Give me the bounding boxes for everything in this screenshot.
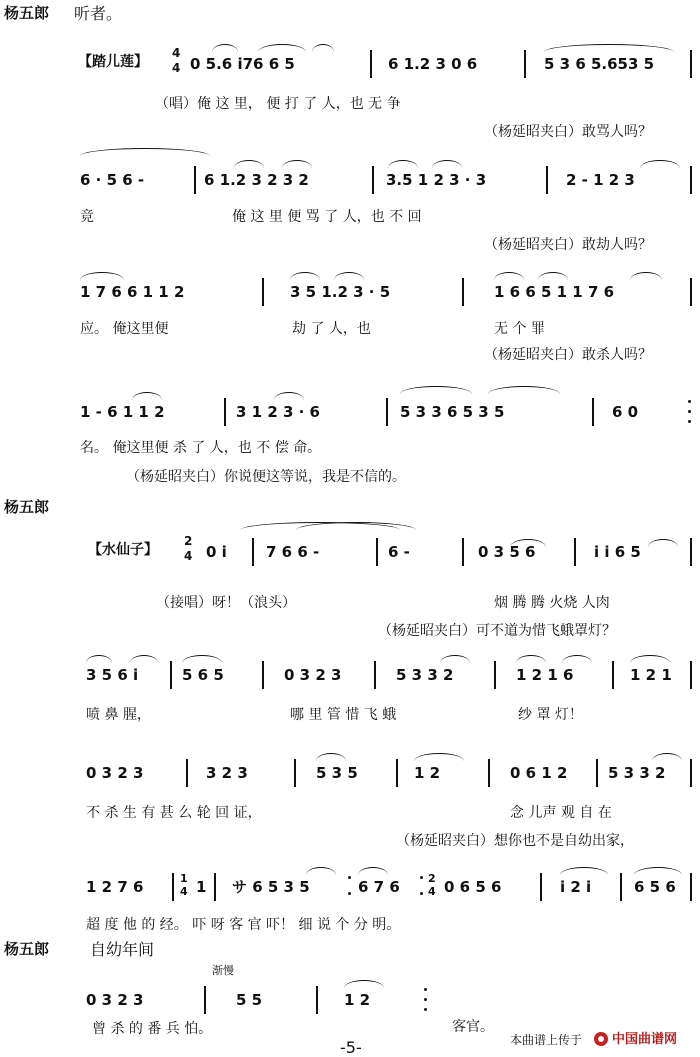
spoken-line: 听者。 xyxy=(74,4,123,23)
notation-measure: 0 i xyxy=(206,543,227,561)
slur xyxy=(282,160,312,168)
notation-measure: 6 · 5 6 - xyxy=(80,171,145,189)
slur xyxy=(630,272,662,280)
notation-measure: 1 2 xyxy=(344,991,371,1009)
barline xyxy=(690,50,692,78)
repeat-dot xyxy=(688,400,691,403)
barline xyxy=(374,661,376,689)
slur xyxy=(414,753,464,761)
lyrics: 念 儿声 观 自 在 xyxy=(510,805,612,821)
repeat-dot xyxy=(348,892,351,895)
barline xyxy=(252,538,254,566)
barline xyxy=(546,166,548,194)
barline xyxy=(316,986,318,1014)
repeat-dot xyxy=(424,988,427,991)
page-number: -5- xyxy=(340,1038,362,1057)
repeat-dot xyxy=(688,410,691,413)
notation-measure: i 2 i xyxy=(560,878,592,896)
barline xyxy=(294,759,296,787)
barline xyxy=(690,661,692,689)
lyrics: （接唱）呀！（浪头） xyxy=(156,595,296,611)
notation-measure: 6 5 6 xyxy=(634,878,676,896)
barline xyxy=(540,873,542,901)
lyrics: 劫 了 人，也 xyxy=(292,321,371,337)
spoken-interjection: （杨延昭夹白）你说便这等说，我是不信的。 xyxy=(126,469,406,485)
slur xyxy=(80,272,124,280)
notation-measure: 1 2 1 xyxy=(630,666,672,684)
barline xyxy=(462,538,464,566)
notation-measure: 0 3 5 6 xyxy=(478,543,536,561)
barline xyxy=(204,986,206,1014)
lyrics: 俺 这 里 便 骂 了 人，也 不 回 xyxy=(232,209,422,225)
notation-measure: 6 0 xyxy=(612,403,639,421)
repeat-dot xyxy=(424,998,427,1001)
notation-measure: 1 7 6 6 1 1 2 xyxy=(80,283,185,301)
barline xyxy=(262,278,264,306)
notation-measure: 6 1.2 3 2 3 2 xyxy=(204,171,309,189)
slur xyxy=(652,753,682,761)
notation-measure: 2 - 1 2 3 xyxy=(566,171,635,189)
time-sig-bottom: 4 xyxy=(180,885,188,898)
slur xyxy=(182,655,222,663)
barline xyxy=(262,661,264,689)
lyrics: 无 个 罪 xyxy=(494,321,545,337)
slur xyxy=(274,392,304,400)
barline xyxy=(386,398,388,426)
notation-measure: 0 3 2 3 xyxy=(284,666,342,684)
slur xyxy=(560,867,608,875)
notation-measure: 5 5 xyxy=(236,991,263,1009)
slur xyxy=(640,160,680,168)
lyrics: 曾 杀 的 番 兵 怕。 xyxy=(92,1021,213,1037)
slur xyxy=(80,148,210,156)
notation-measure: 0 3 2 3 xyxy=(86,764,144,782)
notation-measure: 6 7 6 xyxy=(358,878,400,896)
barline xyxy=(370,50,372,78)
lyrics: 纱 罩 灯！ xyxy=(518,707,583,723)
time-sig-top: 2 xyxy=(428,872,436,885)
slur xyxy=(306,867,336,875)
notation-measure: 5 3 3 2 xyxy=(608,764,666,782)
notation-measure: 0 6 1 2 xyxy=(510,764,568,782)
barline xyxy=(172,873,174,901)
notation-measure: 3 1 2 3 · 6 xyxy=(236,403,320,421)
notation-measure: サ 6 5 3 5 xyxy=(232,878,310,896)
slur xyxy=(290,272,320,280)
time-sig-top: 2 xyxy=(184,534,193,548)
barline xyxy=(612,661,614,689)
slur xyxy=(334,272,364,280)
slur xyxy=(296,522,416,530)
slur xyxy=(130,655,158,663)
slur xyxy=(312,44,334,52)
slur xyxy=(432,160,462,168)
slur xyxy=(562,655,592,663)
barline xyxy=(186,759,188,787)
lyrics: 客官。 xyxy=(452,1019,494,1035)
repeat-dot xyxy=(688,420,691,423)
upload-credit: 本曲谱上传于 xyxy=(510,1033,583,1047)
slur xyxy=(634,867,682,875)
barline xyxy=(690,538,692,566)
slur xyxy=(440,655,470,663)
barline xyxy=(488,759,490,787)
lyrics: 超 度 他 的 经。 吓 呀 客 官 吓！ 细 说 个 分 明。 xyxy=(86,917,401,933)
barline xyxy=(620,873,622,901)
lyrics: （唱）俺 这 里， 便 打 了 人，也 无 争 xyxy=(155,96,401,112)
spoken-line: 自幼年间 xyxy=(90,940,155,959)
lyrics: 烟 腾 腾 火烧 人肉 xyxy=(494,595,610,611)
barline xyxy=(690,278,692,306)
notation-measure: 3 2 3 xyxy=(206,764,248,782)
barline xyxy=(194,166,196,194)
slur xyxy=(258,44,306,52)
notation-measure: 1 2 1 6 xyxy=(516,666,574,684)
spoken-interjection: （杨延昭夹白）可不道为惜飞蛾罩灯？ xyxy=(378,623,616,639)
notation-measure: i i 6 5 xyxy=(594,543,641,561)
barline xyxy=(690,873,692,901)
slur xyxy=(388,160,418,168)
barline xyxy=(524,50,526,78)
notation-measure: 6 1.2 3 0 6 xyxy=(388,55,478,73)
lyrics: 哪 里 管 惜 飞 蛾 xyxy=(290,707,397,723)
slur xyxy=(358,867,388,875)
repeat-dot xyxy=(420,876,423,879)
barline xyxy=(462,278,464,306)
barline xyxy=(690,166,692,194)
slur xyxy=(234,160,264,168)
time-sig-bottom: 4 xyxy=(428,885,436,898)
slur xyxy=(212,44,238,52)
notation-measure: 7 6 6 - xyxy=(266,543,320,561)
slur xyxy=(648,539,678,547)
notation-measure: 5 3 3 6 5 3 5 xyxy=(400,403,505,421)
notation-measure: 3.5 1 2 3 · 3 xyxy=(386,171,487,189)
role-name: 杨五郎 xyxy=(4,4,50,22)
site-brand: 中国曲谱网 xyxy=(612,1032,678,1047)
lyrics: 喷 鼻 腥， xyxy=(86,707,151,723)
tune-name: 【踏儿莲】 xyxy=(78,54,148,70)
notation-measure: 5 3 3 2 xyxy=(396,666,454,684)
barline xyxy=(494,661,496,689)
role-name: 杨五郎 xyxy=(4,940,50,958)
spoken-interjection: （杨延昭夹白）敢骂人吗？ xyxy=(484,124,652,140)
barline xyxy=(170,661,172,689)
barline xyxy=(592,398,594,426)
spoken-interjection: （杨延昭夹白）敢杀人吗？ xyxy=(484,347,652,363)
notation-measure: 1 xyxy=(196,878,207,896)
notation-measure: 6 - xyxy=(388,543,410,561)
notation-measure: 3 5 1.2 3 · 5 xyxy=(290,283,391,301)
notation-measure: 5 3 6 5.653 5 xyxy=(544,55,655,73)
slur xyxy=(538,272,568,280)
notation-measure: 0 5.6 i76 6 5 xyxy=(190,55,295,73)
notation-measure: 0 3 2 3 xyxy=(86,991,144,1009)
lyrics: 不 杀 生 有 甚 么 轮 回 证， xyxy=(86,805,262,821)
barline xyxy=(224,398,226,426)
notation-measure: 1 - 6 1 1 2 xyxy=(80,403,165,421)
role-name: 杨五郎 xyxy=(4,498,50,516)
barline xyxy=(214,873,216,901)
lyrics: 竞 xyxy=(80,209,94,225)
barline xyxy=(596,759,598,787)
slur xyxy=(494,272,524,280)
notation-measure: 1 6 6 5 1 1 7 6 xyxy=(494,283,615,301)
tempo-marking: 渐慢 xyxy=(212,964,234,977)
notation-measure: 1 2 7 6 xyxy=(86,878,144,896)
notation-measure: 0 6 5 6 xyxy=(444,878,502,896)
tune-name: 【水仙子】 xyxy=(88,542,158,558)
notation-measure: 5 3 5 xyxy=(316,764,358,782)
spoken-interjection: （杨延昭夹白）想你也不是自幼出家， xyxy=(396,833,634,849)
slur xyxy=(86,655,112,663)
barline xyxy=(396,759,398,787)
repeat-dot xyxy=(348,876,351,879)
notation-measure: 5 6 5 xyxy=(182,666,224,684)
slur xyxy=(132,392,162,400)
barline xyxy=(690,759,692,787)
slur xyxy=(544,44,674,52)
slur xyxy=(488,386,560,394)
slur xyxy=(630,655,670,663)
lyrics: 名。 俺这里便 杀 了 人，也 不 偿 命。 xyxy=(80,440,322,456)
repeat-dot xyxy=(424,1008,427,1011)
notation-measure: 3 5 6 i xyxy=(86,666,139,684)
notation-measure: 1 2 xyxy=(414,764,441,782)
barline xyxy=(376,538,378,566)
barline xyxy=(574,538,576,566)
barline xyxy=(372,166,374,194)
slur xyxy=(400,386,472,394)
slur xyxy=(510,539,546,547)
time-sig-bottom: 4 xyxy=(184,549,193,563)
site-logo-icon xyxy=(594,1032,608,1046)
slur xyxy=(316,753,346,761)
spoken-interjection: （杨延昭夹白）敢劫人吗？ xyxy=(484,237,652,253)
time-sig-bottom: 4 xyxy=(172,61,181,75)
time-sig-top: 1 xyxy=(180,872,188,885)
repeat-dot xyxy=(420,892,423,895)
slur xyxy=(516,655,546,663)
lyrics: 应。 俺这里便 xyxy=(80,321,169,337)
time-sig-top: 4 xyxy=(172,46,181,60)
slur xyxy=(344,980,384,988)
